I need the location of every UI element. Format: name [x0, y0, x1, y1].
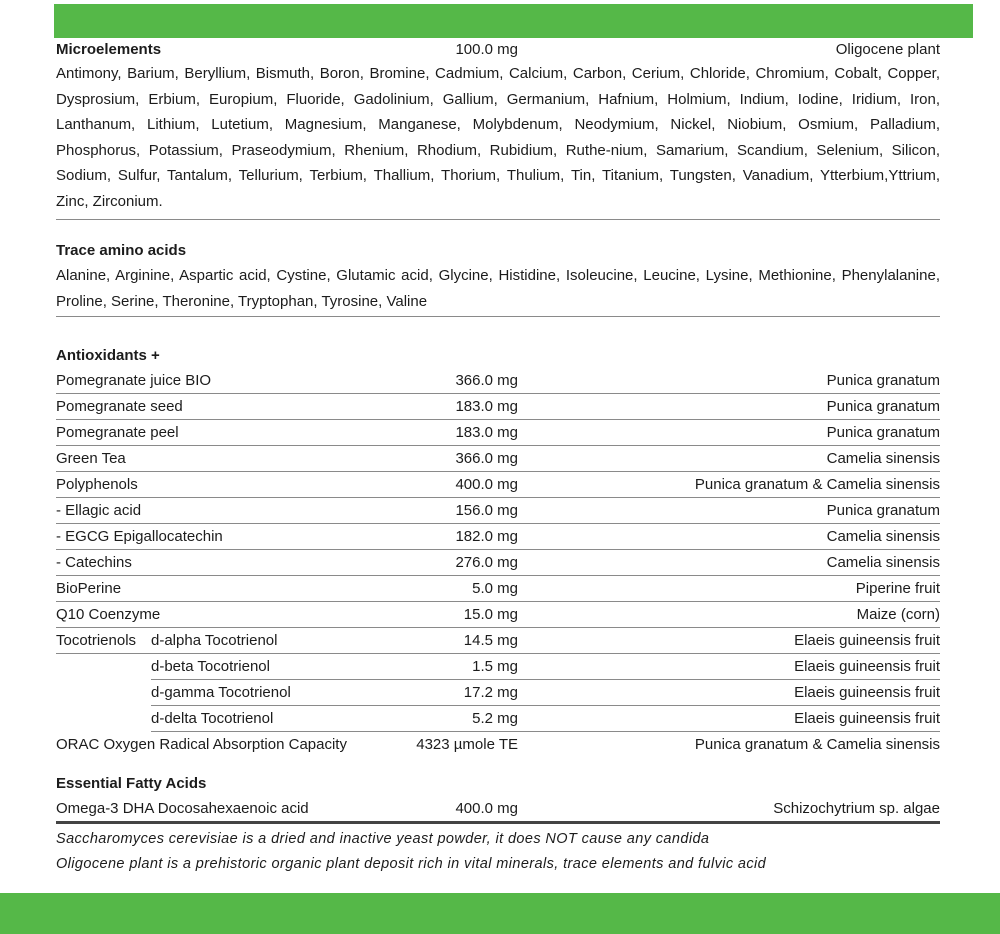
table-row: [56, 446, 940, 472]
table-row: [56, 472, 940, 498]
table-row: [56, 368, 940, 394]
row-name: Polyphenols: [56, 476, 138, 493]
row-name: Omega-3 DHA Docosahexaenoic acid: [56, 800, 309, 817]
row-name: d-alpha Tocotrienol: [151, 632, 278, 649]
row-source: Punica granatum: [826, 502, 940, 519]
amino-acids-list: Alanine, Arginine, Aspartic acid, Cystine, Glutamic acid, Glycine, Histidine, Isoleucine, Leucine, Lysine, Methionine, Phenylalanine, Proline, Serine, Theronine, Tryptophan, Tyrosine, Valine: [56, 267, 940, 310]
antioxidants-title: Antioxidants +: [56, 347, 160, 364]
supplement-facts: [56, 40, 940, 877]
row-source: Elaeis guineensis fruit: [794, 632, 940, 649]
row-name: Pomegranate seed: [56, 398, 183, 415]
table-row: [56, 550, 940, 576]
row-source: Piperine fruit: [855, 580, 940, 597]
row-amount: 400.0 mg: [455, 800, 518, 817]
row-name: ORAC Oxygen Radical Absorption Capacity: [56, 736, 347, 753]
tocotrienols-row: [56, 628, 940, 654]
table-row: [56, 420, 940, 446]
antioxidants-table: [56, 368, 940, 628]
row-source: Punica granatum: [826, 424, 940, 441]
row-name: - Ellagic acid: [56, 502, 142, 519]
thick-divider: [56, 821, 940, 824]
row-name: - Catechins: [56, 554, 132, 571]
row-amount: 183.0 mg: [455, 398, 518, 415]
table-row: [56, 394, 940, 420]
header-green-bar: [54, 4, 973, 38]
row-source: Punica granatum & Camelia sinensis: [694, 476, 940, 493]
row-source: Punica granatum: [826, 372, 940, 389]
table-row: [56, 498, 940, 524]
footer-green-bar: [0, 893, 1000, 934]
row-name: Q10 Coenzyme: [56, 606, 161, 623]
fatty-acid-row: [56, 796, 940, 821]
tocotrienols-label: Tocotrienols: [56, 632, 137, 649]
fatty-acids-title: Essential Fatty Acids: [56, 775, 207, 792]
row-amount: 156.0 mg: [455, 502, 518, 519]
note-oligocene: Oligocene plant is a prehistoric organic plant deposit rich in vital minerals, trace elements and fulvic acid: [56, 856, 767, 872]
row-amount: 276.0 mg: [455, 554, 518, 571]
row-name: - EGCG Epigallocatechin: [56, 528, 223, 545]
table-row: [56, 602, 940, 628]
row-source: Elaeis guineensis fruit: [794, 658, 940, 675]
table-row: [151, 706, 940, 732]
row-source: Elaeis guineensis fruit: [794, 710, 940, 727]
row-name: d-beta Tocotrienol: [151, 658, 270, 675]
row-source: Punica granatum: [826, 398, 940, 415]
amino-acids-title: Trace amino acids: [56, 242, 187, 259]
row-source: Camelia sinensis: [826, 450, 940, 467]
table-row: [151, 680, 940, 706]
row-name: BioPerine: [56, 580, 122, 597]
table-row: [56, 576, 940, 602]
orac-row: [56, 732, 940, 757]
row-name: Green Tea: [56, 450, 126, 467]
row-amount: 366.0 mg: [455, 450, 518, 467]
row-amount: 5.2 mg: [472, 710, 518, 727]
row-amount: 183.0 mg: [455, 424, 518, 441]
table-row: [151, 654, 940, 680]
row-source: Camelia sinensis: [826, 554, 940, 571]
microelements-amount: 100.0 mg: [455, 41, 518, 58]
divider: [56, 219, 940, 220]
row-amount: 5.0 mg: [472, 580, 518, 597]
row-name: Pomegranate peel: [56, 424, 179, 441]
row-source: Camelia sinensis: [826, 528, 940, 545]
microelements-title: Microelements: [56, 41, 162, 58]
row-amount: 400.0 mg: [455, 476, 518, 493]
divider: [56, 316, 940, 317]
row-source: Punica granatum & Camelia sinensis: [694, 736, 940, 753]
row-name: d-gamma Tocotrienol: [151, 684, 291, 701]
row-amount: 182.0 mg: [455, 528, 518, 545]
microelements-header: [56, 40, 940, 60]
row-amount: 1.5 mg: [472, 658, 518, 675]
note-yeast: Saccharomyces cerevisiae is a dried and inactive yeast powder, it does NOT cause any candida: [56, 831, 710, 847]
microelements-list: Antimony, Barium, Beryllium, Bismuth, Boron, Bromine, Cadmium, Calcium, Carbon, Cerium, Chloride, Chromium, Cobalt, Copper, Dysprosium, Erbium, Europium, Fluoride, Gadolinium, Gallium, Germanium, Hafnium, Holmium, Indium, Iodine, Iridium, Iron, Lanthanum, Lithium, Lutetium, Magnesium, Manganese, Molybdenum, Neodymium, Nickel, Niobium, Osmium, Palladium, Phosphorus, Potassium, Praseodymium, Rhenium, Rhodium, Rubidium, Ruthe-nium, Samarium, Scandium, Selenium, Silicon, Sodium, Sulfur, Tantalum, Tellurium, Terbium, Thallium, Thorium, Thulium, Tin, Titanium, Tungsten, Vanadium, Ytterbium,Yttrium, Zinc, Zirconium.: [56, 65, 940, 210]
row-source: Elaeis guineensis fruit: [794, 684, 940, 701]
row-amount: 4323 µmole TE: [416, 736, 518, 753]
row-amount: 14.5 mg: [463, 632, 518, 649]
tocotrienols-subrows: [56, 654, 940, 732]
row-source: Schizochytrium sp. algae: [773, 800, 940, 817]
row-amount: 15.0 mg: [463, 606, 518, 623]
row-name: d-delta Tocotrienol: [151, 710, 274, 727]
table-row: [56, 524, 940, 550]
row-name: Pomegranate juice BIO: [56, 372, 212, 389]
row-amount: 17.2 mg: [463, 684, 518, 701]
microelements-source: Oligocene plant: [835, 41, 940, 58]
row-amount: 366.0 mg: [455, 372, 518, 389]
row-source: Maize (corn): [856, 606, 940, 623]
